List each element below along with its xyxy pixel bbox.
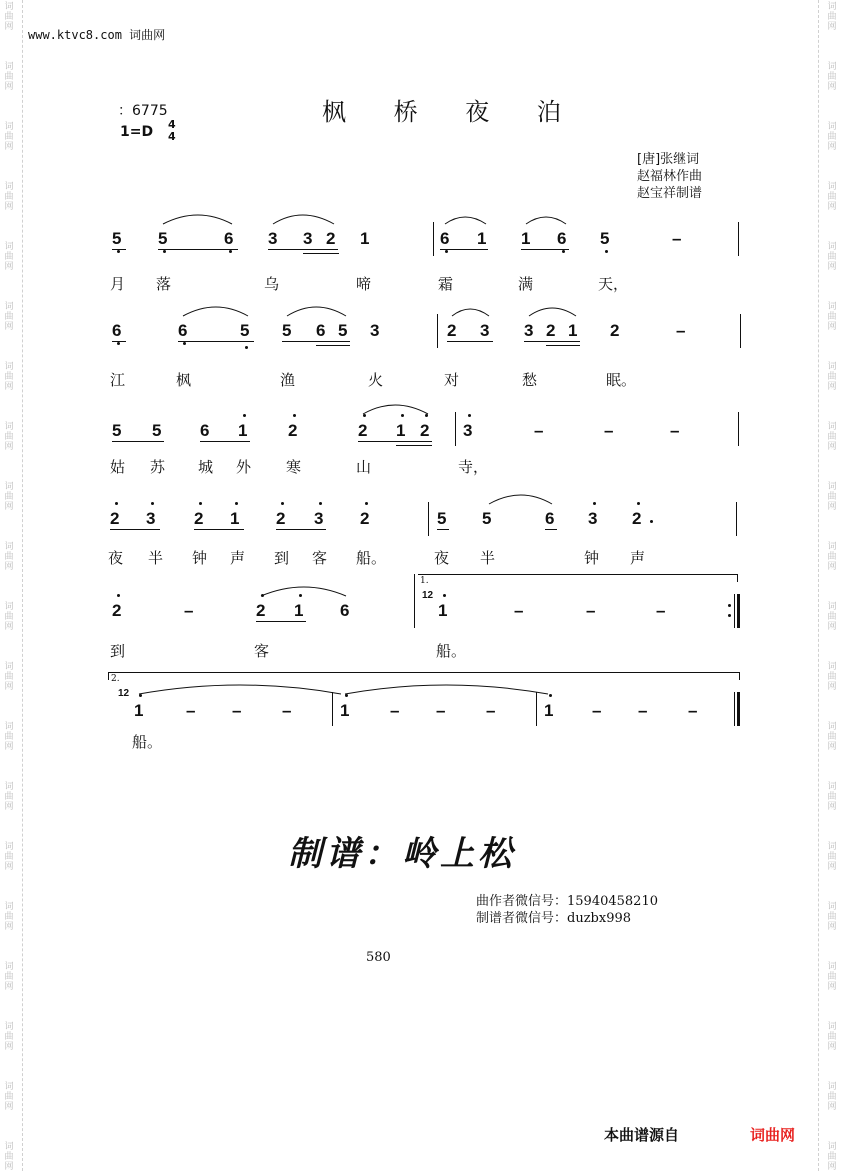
note: 2 (256, 601, 266, 620)
note: 5 (112, 421, 122, 440)
note: 2 (194, 509, 204, 528)
volta-label-1: 1. (420, 576, 429, 586)
lyric-char: 渔 (280, 371, 296, 389)
lyric-char: 声 (630, 549, 646, 567)
watermark-mark: 词 曲 网 (827, 242, 837, 272)
score-number: ：6775 (118, 103, 168, 119)
watermark-mark: 词 曲 网 (827, 1142, 837, 1172)
watermark-mark: 词 曲 网 (827, 962, 837, 992)
lyric-char: 半 (480, 549, 496, 567)
lyric-char: 枫 (176, 371, 192, 389)
watermark-mark: 词 曲 网 (4, 842, 14, 872)
note: 5 (338, 321, 348, 340)
watermark-mark: 词 曲 网 (827, 842, 837, 872)
note: 1 (544, 701, 554, 720)
lyric-char: 船。 (436, 642, 467, 660)
note: 2 (360, 509, 370, 528)
note: 1 (568, 321, 578, 340)
watermark-mark: 词 曲 网 (827, 62, 837, 92)
note: 1 (134, 701, 144, 720)
lyric-char: 月 (110, 275, 126, 293)
note: 1 (238, 421, 248, 440)
key-signature: 1=D (120, 124, 154, 140)
watermark-mark: 词 曲 网 (827, 1022, 837, 1052)
time-signature-bottom: 4 (168, 130, 176, 143)
watermark-mark: 词 曲 网 (827, 422, 837, 452)
note: 3 (524, 321, 534, 340)
watermark-mark: 词 曲 网 (4, 482, 14, 512)
page-number: 580 (366, 950, 391, 965)
watermark-mark: 词 曲 网 (827, 662, 837, 692)
note-dash: – (514, 601, 524, 620)
lyric-char: 客 (312, 549, 328, 567)
credit-composer: 赵福林作曲 (637, 169, 703, 184)
note: 3 (480, 321, 490, 340)
lyric-char: 眠。 (606, 371, 637, 389)
note: 3 (268, 229, 278, 248)
lyric-char: 船。 (132, 733, 163, 751)
lyric-char: 半 (148, 549, 164, 567)
note-dash: – (486, 701, 496, 720)
note-dash: – (586, 601, 596, 620)
note: 2 (420, 421, 430, 440)
note-dash: – (282, 701, 292, 720)
breath-mark: 12 (422, 590, 434, 601)
watermark-mark: 词 曲 网 (4, 2, 14, 32)
note-dash: – (638, 701, 648, 720)
note-dash: – (390, 701, 400, 720)
note-dash: – (670, 421, 680, 440)
lyric-char: 霜 (438, 275, 454, 293)
note: 6 (545, 509, 555, 528)
lyric-char: 苏 (150, 458, 166, 476)
note: 5 (112, 229, 122, 248)
note: 3 (463, 421, 473, 440)
note: 6 (200, 421, 210, 440)
breath-mark: 12 (118, 688, 130, 699)
lyric-char: 天， (598, 275, 629, 293)
watermark-mark: 词 曲 网 (4, 902, 14, 932)
lyric-char: 船。 (356, 549, 387, 567)
note-dash: – (232, 701, 242, 720)
note: 1 (340, 701, 350, 720)
watermark-mark: 词 曲 网 (4, 782, 14, 812)
note-dash: – (186, 701, 196, 720)
watermark-mark: 词 曲 网 (4, 62, 14, 92)
composer-wechat: 曲作者微信号：15940458210 (476, 894, 658, 909)
note: 3 (588, 509, 598, 528)
note: 5 (240, 321, 250, 340)
lyric-char: 愁 (522, 371, 538, 389)
lyric-char: 乌 (264, 275, 280, 293)
note: 6 (178, 321, 188, 340)
watermark-mark: 词 曲 网 (4, 302, 14, 332)
watermark-mark: 词 曲 网 (827, 2, 837, 32)
time-signature-top: 4 (168, 118, 176, 131)
watermark-mark: 词 曲 网 (827, 602, 837, 632)
note: 2 (288, 421, 298, 440)
watermark-mark: 词 曲 网 (827, 302, 837, 332)
site-header[interactable]: www.ktvc8.com 词曲网 (28, 28, 166, 42)
watermark-mark: 词 曲 网 (827, 1082, 837, 1112)
note: 1 (438, 601, 448, 620)
note-dash: – (688, 701, 698, 720)
lyric-char: 钟 (584, 549, 600, 567)
song-title: 枫 桥 夜 泊 (322, 98, 581, 126)
note: 1 (477, 229, 487, 248)
watermark-mark: 词 曲 网 (4, 1082, 14, 1112)
watermark-mark: 词 曲 网 (4, 1142, 14, 1172)
note: 2 (546, 321, 556, 340)
lyric-char: 寒 (286, 458, 302, 476)
lyric-char: 城 (198, 458, 214, 476)
note-dash: – (184, 601, 194, 620)
note: 2 (112, 601, 122, 620)
watermark-mark: 词 曲 网 (4, 662, 14, 692)
note-dash: – (656, 601, 666, 620)
note: 5 (482, 509, 492, 528)
lyric-char: 夜 (108, 549, 124, 567)
watermark-mark: 词 曲 网 (4, 1022, 14, 1052)
lyric-char: 对 (444, 371, 460, 389)
note: 6 (340, 601, 350, 620)
volta-label-2: 2. (111, 674, 120, 684)
note: 1 (396, 421, 406, 440)
lyric-char: 到 (110, 642, 126, 660)
note: 6 (112, 321, 122, 340)
lyric-char: 姑 (110, 458, 126, 476)
note-dash: – (604, 421, 614, 440)
lyric-char: 山 (356, 458, 372, 476)
note: 3 (303, 229, 313, 248)
lyric-char: 火 (368, 371, 384, 389)
lyric-char: 江 (110, 371, 126, 389)
lyric-char: 夜 (434, 549, 450, 567)
note: 3 (370, 321, 380, 340)
note: 3 (146, 509, 156, 528)
watermark-mark: 词 曲 网 (827, 482, 837, 512)
note-dash: – (592, 701, 602, 720)
note: 2 (610, 321, 620, 340)
source-label: 本曲谱源自 (604, 1126, 680, 1144)
lyric-char: 外 (236, 458, 252, 476)
lyric-char: 啼 (356, 275, 372, 293)
watermark-mark: 词 曲 网 (4, 542, 14, 572)
lyric-char: 到 (274, 549, 290, 567)
note-dash: – (534, 421, 544, 440)
note: 5 (437, 509, 447, 528)
lyric-char: 声 (230, 549, 246, 567)
note: 2 (276, 509, 286, 528)
credit-lyricist: [唐]张继词 (637, 152, 700, 167)
watermark-mark: 词 曲 网 (4, 602, 14, 632)
note: 6 (316, 321, 326, 340)
watermark-mark: 词 曲 网 (4, 362, 14, 392)
note: 2 (358, 421, 368, 440)
note: 1 (360, 229, 370, 248)
watermark-mark: 词 曲 网 (827, 182, 837, 212)
note: 2 (110, 509, 120, 528)
watermark-mark: 词 曲 网 (4, 962, 14, 992)
note-dash: – (676, 321, 686, 340)
note: 6 (557, 229, 567, 248)
watermark-mark: 词 曲 网 (4, 242, 14, 272)
note: 5 (282, 321, 292, 340)
lyric-char: 客 (254, 642, 270, 660)
lyric-char: 钟 (192, 549, 208, 567)
watermark-mark: 词 曲 网 (827, 542, 837, 572)
watermark-mark: 词 曲 网 (4, 122, 14, 152)
lyric-char: 满 (518, 275, 534, 293)
watermark-mark: 词 曲 网 (827, 122, 837, 152)
note: 1 (294, 601, 304, 620)
note: 6 (224, 229, 234, 248)
note: 2 (632, 509, 642, 528)
watermark-mark: 词 曲 网 (4, 422, 14, 452)
note: 1 (521, 229, 531, 248)
watermark-mark: 词 曲 网 (827, 362, 837, 392)
note: 2 (326, 229, 336, 248)
note: 2 (447, 321, 457, 340)
note-dash: – (672, 229, 682, 248)
watermark-mark: 词 曲 网 (827, 902, 837, 932)
arranger-wechat: 制谱者微信号：duzbx998 (476, 911, 632, 926)
watermark-mark: 词 曲 网 (827, 782, 837, 812)
credit-arranger: 赵宝祥制谱 (637, 186, 703, 201)
note: 3 (314, 509, 324, 528)
note: 5 (600, 229, 610, 248)
lyric-char: 落 (156, 275, 172, 293)
source-brand-link[interactable]: 词曲网 (750, 1126, 796, 1144)
note-dash: – (436, 701, 446, 720)
note: 1 (230, 509, 240, 528)
watermark-mark: 词 曲 网 (827, 722, 837, 752)
note: 5 (158, 229, 168, 248)
watermark-mark: 词 曲 网 (4, 182, 14, 212)
watermark-mark: 词 曲 网 (4, 722, 14, 752)
lyric-char: 寺， (458, 458, 489, 476)
note: 5 (152, 421, 162, 440)
arranger-signature: 制谱：岭上松 (288, 834, 516, 874)
note: 6 (440, 229, 450, 248)
